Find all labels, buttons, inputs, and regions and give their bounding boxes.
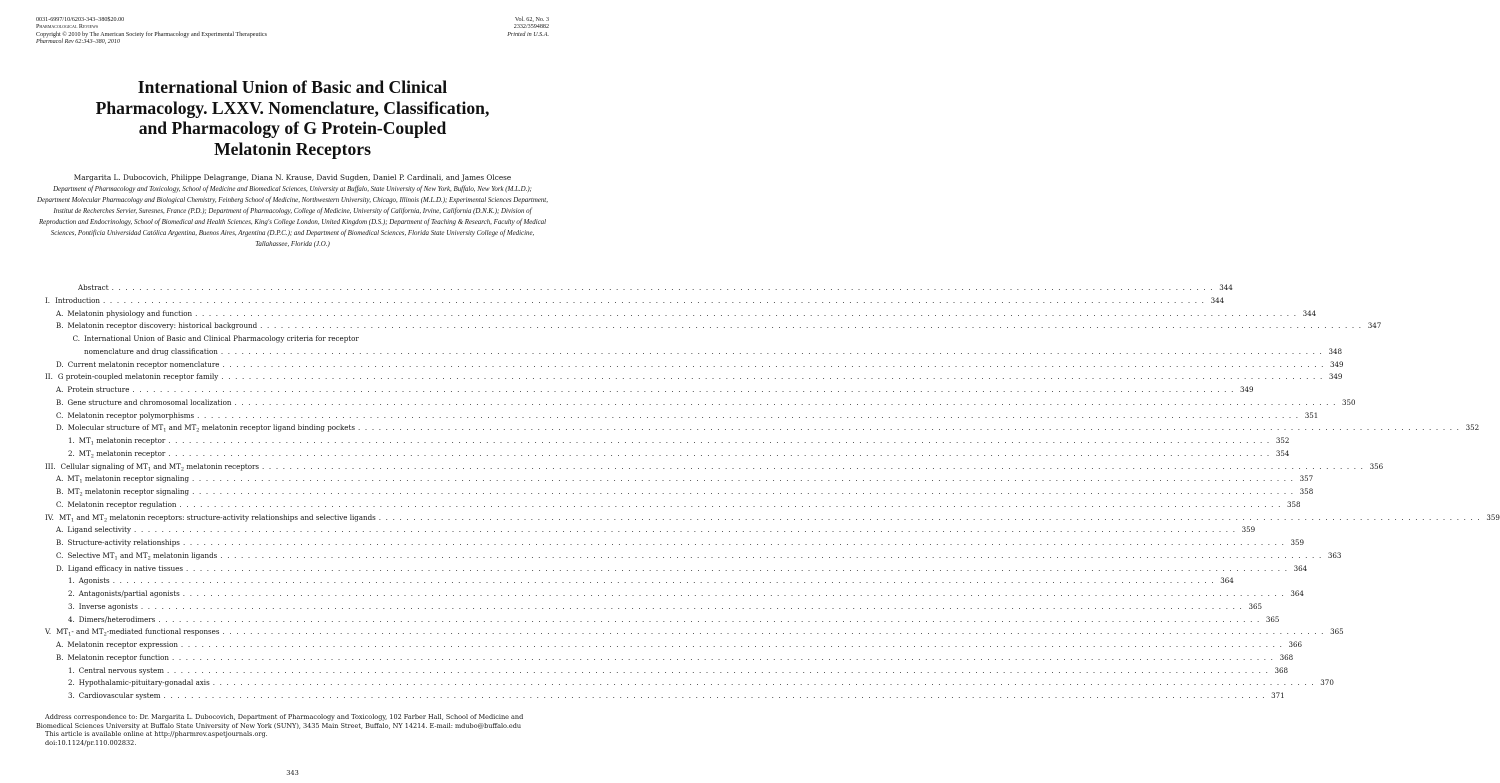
title-line: International Union of Basic and Clinical <box>137 77 448 97</box>
toc-leader-dots: . . . . . . . . . . . . . . . . . . . . . . . . . . . . . . . . . . . . . . . . . . . . . . . . . . . . . . . . . . . . . . . . . . . . . . . . . . . . . . . . . . . . . . . . . . . . . . . . . . . . . . . . . . . . . . . . . . . . . . . . . . . . . . . . . . . . . . . . . . . . . . . . . . . . . . . . . . . . . . . . <box>222 359 1325 369</box>
toc-entry-number: I. <box>45 295 51 305</box>
header-issn: 0031-6997/10/6203-343–380$20.00 <box>36 17 125 23</box>
toc-entry-label: G protein-coupled melatonin receptor family <box>57 372 219 382</box>
toc-entry-label: Cellular signaling of $MT_1$ and $MT_2$ melatonin receptors <box>60 461 260 472</box>
toc-entry-page: 358 <box>1299 487 1314 496</box>
toc-entry-page: 364 <box>1293 563 1308 573</box>
toc-entry <box>56 537 1305 549</box>
toc-leader-dots: . . . . . . . . . . . . . . . . . . . . . . . . . . . . . . . . . . . . . . . . . . . . . . . . . . . . . . . . . . . . . . . . . . . . . . . . . . . . . . . . . . . . . . . . . . . . . . . . . . . . . . . . . . . . . . . . . . . . . . . . . . . . . . . . . . . . . . . . . . . . . . . . . . . . . . . . . . . . . . . . <box>168 448 1271 458</box>
toc-entry-page: 349 <box>1328 372 1343 382</box>
toc-entry-number: 3. <box>68 601 75 611</box>
toc-leader-dots: . . . . . . . . . . . . . . . . . . . . . . . . . . . . . . . . . . . . . . . . . . . . . . . . . . . . . . . . . . . . . . . . . . . . . . . . . . . . . . . . . . . . . . . . . . . . . . . . . . . . . . . . . . . . . . . . . . . . . . . . . . . . . . . . . . . . . . . . . . . . . . . . . . . . . . . . . . . . . . . . <box>220 550 1323 560</box>
toc-entry-number: B. <box>56 538 64 547</box>
header-copyright: Copyright © 2010 by The American Society for Pharmacology and Experimental Therapeutics <box>36 31 267 38</box>
toc-leader-dots: . . . . . . . . . . . . . . . . . . . . . . . . . . . . . . . . . . . . . . . . . . . . . . . . . . . . . . . . . . . . . . . . . . . . . . . . . . . . . . . . . . . . . . . . . . . . . . . . . . . . . . . . . . . . . . . . . . . . . . . . . . . . . . . . . . . . . . . . . . . . . . . . . . . . . . . . . . . . . . . . <box>163 691 1266 700</box>
affiliations: Department of Pharmacology and Toxicology, School of Medicine and Biomedical Sciences, University at Buffalo, State University of New York, Buffalo, New York (M.L.D.); Department Molecular Pharmacology and Biological Chemistry, Feinberg School of Medicine, Northwestern University, Chicago, Illinois (M.L.D.); Experimental Sciences Department, Institut de Recherches Servier, Suresnes, France (P.D.); Department of Pharmacology, College of Medicine, University of California, Irvine, California (D.N.K.); Division of Reproduction and Endocrinology, School of Biomedical and Health Sciences, King's College London, United Kingdom (D.S.); Department of Teaching & Research, Faculty of Medical Sciences, Pontificia Universidad Católica Argentina, Buenos Aires, Argentina (D.P.C.); and Department of Biomedical Sciences, Florida State University College of Medicine, Tallahassee, Florida (J.O.) <box>37 186 548 248</box>
toc-entry-label: Abstract <box>78 283 109 292</box>
toc-entry <box>68 677 1334 689</box>
toc-entry <box>68 601 1262 613</box>
toc-entry-page: 365 <box>1265 614 1280 624</box>
toc-entry-label: Introduction <box>55 295 100 305</box>
toc-leader-dots: . . . . . . . . . . . . . . . . . . . . . . . . . . . . . . . . . . . . . . . . . . . . . . . . . . . . . . . . . . . . . . . . . . . . . . . . . . . . . . . . . . . . . . . . . . . . . . . . . . . . . . . . . . . . . . . . . . . . . . . . . . . . . . . . . . . . . . . . . . . . . . . . . . . . . . . . . . . . . . . . <box>134 525 1237 535</box>
toc-entry-label: Melatonin receptor expression <box>67 640 178 649</box>
toc-entry <box>56 639 1303 651</box>
toc-entry-label: Central nervous system <box>78 665 164 675</box>
toc-entry <box>56 333 549 345</box>
toc-entry-number: A. <box>56 525 64 535</box>
toc-leader-dots: . . . . . . . . . . . . . . . . . . . . . . . . . . . . . . . . . . . . . . . . . . . . . . . . . . . . . . . . . . . . . . . . . . . . . . . . . . . . . . . . . . . . . . . . . . . . . . . . . . . . . . . . . . . . . . . . . . . . . . . . . . . . . . . . . . . . . . . . . . . . . . . . . . . . . . . . . . . . . . . . <box>132 385 1235 394</box>
toc-entry-page: 368 <box>1279 652 1294 662</box>
article-title <box>40 77 545 159</box>
toc-leader-dots: . . . . . . . . . . . . . . . . . . . . . . . . . . . . . . . . . . . . . . . . . . . . . . . . . . . . . . . . . . . . . . . . . . . . . . . . . . . . . . . . . . . . . . . . . . . . . . . . . . . . . . . . . . . . . . . . . . . . . . . . . . . . . . . . . . . . . . . . . . . . . . . . . . . . . . . . . . . . . . . . <box>234 397 1337 407</box>
toc-entry-label: Ligand efficacy in native tissues <box>67 563 184 573</box>
toc-leader-dots: . . . . . . . . . . . . . . . . . . . . . . . . . . . . . . . . . . . . . . . . . . . . . . . . . . . . . . . . . . . . . . . . . . . . . . . . . . . . . . . . . . . . . . . . . . . . . . . . . . . . . . . . . . . . . . . . . . . . . . . . . . . . . . . . . . . . . . . . . . . . . . . . . . . . . . . . . . . . . . . . <box>358 423 1461 433</box>
toc-entry-page: 344 <box>1219 283 1233 292</box>
toc-entry-number: 2. <box>68 678 75 688</box>
toc-entry-page: 359 <box>1241 525 1256 535</box>
toc-entry <box>56 473 1314 485</box>
toc-entry-label: Melatonin physiology and function <box>67 308 193 318</box>
toc-entry-number: A. <box>56 308 64 318</box>
toc-entry <box>56 384 1254 396</box>
toc-entry-number: V. <box>45 627 52 637</box>
toc-entry <box>56 524 1256 536</box>
toc-leader-dots: . . . . . . . . . . . . . . . . . . . . . . . . . . . . . . . . . . . . . . . . . . . . . . . . . . . . . . . . . . . . . . . . . . . . . . . . . . . . . . . . . . . . . . . . . . . . . . . . . . . . . . . . . . . . . . . . . . . . . . . . . . . . . . . . . . . . . . . . . . . . . . . . . . . . . . . . . . . . . . . . <box>222 627 1325 637</box>
toc-leader-dots: . . . . . . . . . . . . . . . . . . . . . . . . . . . . . . . . . . . . . . . . . . . . . . . . . . . . . . . . . . . . . . . . . . . . . . . . . . . . . . . . . . . . . . . . . . . . . . . . . . . . . . . . . . . . . . . . . . . . . . . . . . . . . . . . . . . . . . . . . . . . . . . . . . . . . . . . . . . . . . . . <box>195 308 1298 318</box>
toc-entry-number: 1. <box>68 665 75 675</box>
toc-entry <box>56 359 1344 371</box>
toc-leader-dots: . . . . . . . . . . . . . . . . . . . . . . . . . . . . . . . . . . . . . . . . . . . . . . . . . . . . . . . . . . . . . . . . . . . . . . . . . . . . . . . . . . . . . . . . . . . . . . . . . . . . . . . . . . . . . . . . . . . . . . . . . . . . . . . . . . . . . . . . . . . . . . . . . . . . . . . . . . . . . . . . <box>220 346 1323 356</box>
toc-entry-number: D. <box>56 563 64 573</box>
toc-leader-dots: . . . . . . . . . . . . . . . . . . . . . . . . . . . . . . . . . . . . . . . . . . . . . . . . . . . . . . . . . . . . . . . . . . . . . . . . . . . . . . . . . . . . . . . . . . . . . . . . . . . . . . . . . . . . . . . . . . . . . . . . . . . . . . . . . . . . . . . . . . . . . . . . . . . . . . . . . . . . . . . . <box>111 283 1214 292</box>
toc-entry-label: Antagonists/partial agonists <box>78 589 180 598</box>
toc-leader-dots: . . . . . . . . . . . . . . . . . . . . . . . . . . . . . . . . . . . . . . . . . . . . . . . . . . . . . . . . . . . . . . . . . . . . . . . . . . . . . . . . . . . . . . . . . . . . . . . . . . . . . . . . . . . . . . . . . . . . . . . . . . . . . . . . . . . . . . . . . . . . . . . . . . . . . . . . . . . . . . . . <box>158 614 1261 624</box>
toc-entry-label: Current melatonin receptor nomenclature <box>67 359 220 369</box>
toc-entry-page: 356 <box>1369 461 1384 471</box>
toc-leader-dots: . . . . . . . . . . . . . . . . . . . . . . . . . . . . . . . . . . . . . . . . . . . . . . . . . . . . . . . . . . . . . . . . . . . . . . . . . . . . . . . . . . . . . . . . . . . . . . . . . . . . . . . . . . . . . . . . . . . . . . . . . . . . . . . . . . . . . . . . . . . . . . . . . . . . . . . . . . . . . . . . <box>212 678 1315 688</box>
toc-entry-label: Gene structure and chromosomal localization <box>67 397 232 407</box>
footnote-online: This article is available online at http://pharmrev.aspetjournals.org. <box>45 730 268 739</box>
toc-entry-label: Cardiovascular system <box>78 691 161 700</box>
toc-leader-dots: . . . . . . . . . . . . . . . . . . . . . . . . . . . . . . . . . . . . . . . . . . . . . . . . . . . . . . . . . . . . . . . . . . . . . . . . . . . . . . . . . . . . . . . . . . . . . . . . . . . . . . . . . . . . . . . . . . . . . . . . . . . . . . . . . . . . . . . . . . . . . . . . . . . . . . . . . . . . . . . . <box>112 576 1215 586</box>
toc-entry-number: D. <box>56 423 64 433</box>
toc-leader-dots: . . . . . . . . . . . . . . . . . . . . . . . . . . . . . . . . . . . . . . . . . . . . . . . . . . . . . . . . . . . . . . . . . . . . . . . . . . . . . . . . . . . . . . . . . . . . . . . . . . . . . . . . . . . . . . . . . . . . . . . . . . . . . . . . . . . . . . . . . . . . . . . . . . . . . . . . . . . . . . . . <box>140 601 1243 611</box>
toc-entry-label: Protein structure <box>67 385 130 394</box>
toc-entry-page: 365 <box>1330 627 1344 637</box>
toc-leader-dots: . . . . . . . . . . . . . . . . . . . . . . . . . . . . . . . . . . . . . . . . . . . . . . . . . . . . . . . . . . . . . . . . . . . . . . . . . . . . . . . . . . . . . . . . . . . . . . . . . . . . . . . . . . . . . . . . . . . . . . . . . . . . . . . . . . . . . . . . . . . . . . . . . . . . . . . . . . . . . . . . <box>166 665 1270 675</box>
toc-entry-page: 359 <box>1486 512 1500 522</box>
title-line: and Pharmacology of G Protein-Coupled <box>138 118 447 138</box>
toc-entry-label: Melatonin receptor function <box>67 652 169 662</box>
toc-entry-page: 365 <box>1248 601 1262 611</box>
toc-entry-page: 352 <box>1465 423 1480 433</box>
toc-entry-label: Melatonin receptor polymorphisms <box>67 410 195 420</box>
header-volume: Vol. 62, No. 3 <box>514 17 549 23</box>
toc-leader-dots: . . . . . . . . . . . . . . . . . . . . . . . . . . . . . . . . . . . . . . . . . . . . . . . . . . . . . . . . . . . . . . . . . . . . . . . . . . . . . . . . . . . . . . . . . . . . . . . . . . . . . . . . . . . . . . . . . . . . . . . . . . . . . . . . . . . . . . . . . . . . . . . . . . . . . . . . . . . . . . . . <box>179 499 1282 509</box>
toc-entry <box>68 588 1304 600</box>
toc-leader-dots: . . . . . . . . . . . . . . . . . . . . . . . . . . . . . . . . . . . . . . . . . . . . . . . . . . . . . . . . . . . . . . . . . . . . . . . . . . . . . . . . . . . . . . . . . . . . . . . . . . . . . . . . . . . . . . . . . . . . . . . . . . . . . . . . . . . . . . . . . . . . . . . . . . . . . . . . . . . . . . . . <box>192 487 1295 496</box>
toc-entry <box>68 614 1280 626</box>
toc-entry-number: C. <box>56 550 64 560</box>
journal-header-right <box>507 17 549 39</box>
toc-entry <box>68 448 1290 460</box>
toc-leader-dots: . . . . . . . . . . . . . . . . . . . . . . . . . . . . . . . . . . . . . . . . . . . . . . . . . . . . . . . . . . . . . . . . . . . . . . . . . . . . . . . . . . . . . . . . . . . . . . . . . . . . . . . . . . . . . . . . . . . . . . . . . . . . . . . . . . . . . . . . . . . . . . . . . . . . . . . . . . . . . . . . <box>186 563 1289 573</box>
toc-entry-number: C. <box>72 334 80 343</box>
toc-entry <box>56 410 1319 422</box>
toc-entry <box>56 320 1382 332</box>
toc-entry-number: III. <box>45 461 56 471</box>
toc-entry-label: Melatonin receptor regulation <box>67 499 177 509</box>
toc-entry-number: B. <box>56 321 64 331</box>
toc-entry-number: 3. <box>68 691 75 700</box>
toc-entry-label: $MT_1$ melatonin receptor signaling <box>67 474 190 485</box>
toc-entry-label: $MT_1-$ and $MT_2$-mediated functional responses <box>56 627 220 638</box>
toc-leader-dots: . . . . . . . . . . . . . . . . . . . . . . . . . . . . . . . . . . . . . . . . . . . . . . . . . . . . . . . . . . . . . . . . . . . . . . . . . . . . . . . . . . . . . . . . . . . . . . . . . . . . . . . . . . . . . . . . . . . . . . . . . . . . . . . . . . . . . . . . . . . . . . . . . . . . . . . . . . . . . . . . <box>378 512 1481 522</box>
toc-entry-label: Selective $MT_1$ and $MT_2$ melatonin ligands <box>67 550 218 562</box>
toc-leader-dots: . . . . . . . . . . . . . . . . . . . . . . . . . . . . . . . . . . . . . . . . . . . . . . . . . . . . . . . . . . . . . . . . . . . . . . . . . . . . . . . . . . . . . . . . . . . . . . . . . . . . . . . . . . . . . . . . . . . . . . . . . . . . . . . . . . . . . . . . . . . . . . . . . . . . . . . . . . . . . . . . <box>168 436 1271 445</box>
toc-entry-label: Ligand selectivity <box>67 525 132 535</box>
toc-entry <box>45 626 1344 638</box>
page-number: 343 <box>286 769 299 777</box>
toc-entry-label: $MT_2$ melatonin receptor signaling <box>67 487 190 498</box>
toc-entry-number: 2. <box>68 448 75 458</box>
toc-entry <box>68 435 1290 447</box>
header-id: 2332/3594882 <box>513 24 549 31</box>
toc-entry-number: 4. <box>68 614 75 624</box>
toc-entry <box>56 486 1314 498</box>
toc-entry <box>78 282 1233 294</box>
toc-entry-label: $MT_1$ and $MT_2$ melatonin receptors: structure-activity relationships and selective ligands <box>58 512 376 523</box>
toc-entry <box>45 512 1500 524</box>
title-line: Melatonin Receptors <box>214 138 371 159</box>
toc-entry-number: A. <box>56 640 64 649</box>
toc-entry-number: D. <box>56 359 64 369</box>
toc-entry-page: 344 <box>1302 308 1317 318</box>
toc-entry-label: $MT_2$ melatonin receptor <box>78 448 166 460</box>
toc-entry-label: $MT_1$ melatonin receptor <box>78 436 166 447</box>
toc-entry-label: Inverse agonists <box>78 601 138 611</box>
toc-entry-page: 359 <box>1290 538 1305 547</box>
toc-entry-page: 351 <box>1304 410 1319 420</box>
toc-entry-label: Agonists <box>78 576 110 586</box>
toc-entry <box>68 690 1285 702</box>
toc-entry-number: 1. <box>68 576 75 586</box>
toc-entry-page: 370 <box>1320 678 1334 688</box>
journal-header-left <box>36 17 267 46</box>
correspondence-footnote <box>36 713 549 747</box>
toc-entry-page: 364 <box>1290 589 1304 598</box>
toc-entry-number: B. <box>56 397 64 407</box>
toc-leader-dots: . . . . . . . . . . . . . . . . . . . . . . . . . . . . . . . . . . . . . . . . . . . . . . . . . . . . . . . . . . . . . . . . . . . . . . . . . . . . . . . . . . . . . . . . . . . . . . . . . . . . . . . . . . . . . . . . . . . . . . . . . . . . . . . . . . . . . . . . . . . . . . . . . . . . . . . . . . . . . . . . <box>192 474 1295 484</box>
toc-entry-number: C. <box>56 499 64 509</box>
toc-entry-page: 364 <box>1220 576 1234 586</box>
toc-entry <box>56 308 1317 320</box>
toc-leader-dots: . . . . . . . . . . . . . . . . . . . . . . . . . . . . . . . . . . . . . . . . . . . . . . . . . . . . . . . . . . . . . . . . . . . . . . . . . . . . . . . . . . . . . . . . . . . . . . . . . . . . . . . . . . . . . . . . . . . . . . . . . . . . . . . . . . . . . . . . . . . . . . . . . . . . . . . . . . . . . . . . <box>182 589 1285 598</box>
toc-entry-label: Structure-activity relationships <box>67 538 180 547</box>
toc-entry <box>56 422 1480 434</box>
toc-entry-page: 368 <box>1274 665 1289 675</box>
author-list: Margarita L. Dubocovich, Philippe Delagrange, Diana N. Krause, David Sugden, Daniel P. Cardinali, and James Olcese <box>73 173 512 182</box>
toc-leader-dots: . . . . . . . . . . . . . . . . . . . . . . . . . . . . . . . . . . . . . . . . . . . . . . . . . . . . . . . . . . . . . . . . . . . . . . . . . . . . . . . . . . . . . . . . . . . . . . . . . . . . . . . . . . . . . . . . . . . . . . . . . . . . . . . . . . . . . . . . . . . . . . . . . . . . . . . . . . . . . . . . <box>182 538 1286 547</box>
header-journal-name: Pharmacological Reviews <box>36 24 99 31</box>
footnote-address: Address correspondence to: Dr. Margarita L. Dubocovich, Department of Pharmacology and Toxicology, 102 Farber Hall, School of Medicine and Biomedical Sciences University at Buffalo State University of New York (SUNY), 3435 Main Street, Buffalo, NY 14214. E-mail: mdubo@buffalo.edu <box>36 713 524 730</box>
toc-entry-number: A. <box>56 385 64 394</box>
toc-entry <box>68 665 1289 677</box>
toc-entry-number: 1. <box>68 436 75 445</box>
toc-entry-label: Hypothalamic-pituitary-gonadal axis <box>78 678 210 688</box>
toc-entry <box>56 499 1301 511</box>
toc-entry-page: 357 <box>1299 474 1314 484</box>
toc-entry-page: 352 <box>1275 436 1290 445</box>
toc-leader-dots: . . . . . . . . . . . . . . . . . . . . . . . . . . . . . . . . . . . . . . . . . . . . . . . . . . . . . . . . . . . . . . . . . . . . . . . . . . . . . . . . . . . . . . . . . . . . . . . . . . . . . . . . . . . . . . . . . . . . . . . . . . . . . . . . . . . . . . . . . . . . . . . . . . . . . . . . . . . . . . . . <box>197 410 1300 420</box>
toc-entry-page: 366 <box>1288 640 1303 649</box>
toc-entry-label: International Union of Basic and Clinical Pharmacology criteria for receptor <box>84 334 359 343</box>
toc-entry-page: 349 <box>1239 385 1254 394</box>
toc-entry-number: A. <box>56 474 64 484</box>
toc-entry-page: 344 <box>1210 295 1225 305</box>
toc-leader-dots: . . . . . . . . . . . . . . . . . . . . . . . . . . . . . . . . . . . . . . . . . . . . . . . . . . . . . . . . . . . . . . . . . . . . . . . . . . . . . . . . . . . . . . . . . . . . . . . . . . . . . . . . . . . . . . . . . . . . . . . . . . . . . . . . . . . . . . . . . . . . . . . . . . . . . . . . . . . . . . . . <box>260 321 1363 331</box>
toc-entry-number: B. <box>56 652 64 662</box>
header-printed: Printed in U.S.A. <box>507 31 549 38</box>
toc-entry-page: 358 <box>1286 499 1301 509</box>
toc-entry <box>45 371 1343 383</box>
toc-entry <box>84 346 1342 358</box>
toc-entry-label: Molecular structure of $MT_1$ and $MT_2$ melatonin receptor ligand binding pockets <box>67 423 355 434</box>
toc-entry-number: B. <box>56 487 64 496</box>
title-line: Pharmacology. LXXV. Nomenclature, Classification, <box>95 97 490 118</box>
toc-leader-dots: . . . . . . . . . . . . . . . . . . . . . . . . . . . . . . . . . . . . . . . . . . . . . . . . . . . . . . . . . . . . . . . . . . . . . . . . . . . . . . . . . . . . . . . . . . . . . . . . . . . . . . . . . . . . . . . . . . . . . . . . . . . . . . . . . . . . . . . . . . . . . . . . . . . . . . . . . . . . . . . . <box>262 461 1365 471</box>
header-citation: Pharmacol Rev 62:343–380, 2010 <box>36 38 120 45</box>
toc-entry-page: 350 <box>1342 397 1356 407</box>
toc-entry-number: IV. <box>45 512 54 522</box>
toc-entry <box>56 397 1356 409</box>
toc-entry <box>56 550 1342 562</box>
toc-entry-label: nomenclature and drug classification <box>84 346 218 356</box>
toc-leader-dots: . . . . . . . . . . . . . . . . . . . . . . . . . . . . . . . . . . . . . . . . . . . . . . . . . . . . . . . . . . . . . . . . . . . . . . . . . . . . . . . . . . . . . . . . . . . . . . . . . . . . . . . . . . . . . . . . . . . . . . . . . . . . . . . . . . . . . . . . . . . . . . . . . . . . . . . . . . . . . . . . <box>180 640 1284 649</box>
toc-leader-dots: . . . . . . . . . . . . . . . . . . . . . . . . . . . . . . . . . . . . . . . . . . . . . . . . . . . . . . . . . . . . . . . . . . . . . . . . . . . . . . . . . . . . . . . . . . . . . . . . . . . . . . . . . . . . . . . . . . . . . . . . . . . . . . . . . . . . . . . . . . . . . . . . . . . . . . . . . . . . . . . . <box>221 372 1324 382</box>
toc-entry-page: 371 <box>1271 691 1285 700</box>
toc-leader-dots: . . . . . . . . . . . . . . . . . . . . . . . . . . . . . . . . . . . . . . . . . . . . . . . . . . . . . . . . . . . . . . . . . . . . . . . . . . . . . . . . . . . . . . . . . . . . . . . . . . . . . . . . . . . . . . . . . . . . . . . . . . . . . . . . . . . . . . . . . . . . . . . . . . . . . . . . . . . . . . . . <box>171 652 1275 662</box>
toc-entry-number: C. <box>56 410 64 420</box>
footnote-doi: doi:10.1124/pr.110.002832. <box>45 738 137 747</box>
toc-entry <box>56 563 1308 575</box>
toc-leader-dots: . . . . . . . . . . . . . . . . . . . . . . . . . . . . . . . . . . . . . . . . . . . . . . . . . . . . . . . . . . . . . . . . . . . . . . . . . . . . . . . . . . . . . . . . . . . . . . . . . . . . . . . . . . . . . . . . . . . . . . . . . . . . . . . . . . . . . . . . . . . . . . . . . . . . . . . . . . . . . . . . <box>103 295 1206 305</box>
toc-entry <box>68 575 1234 587</box>
toc-entry-page: 354 <box>1275 448 1290 458</box>
toc-entry-number: II. <box>45 372 53 382</box>
toc-entry-page: 363 <box>1327 550 1342 560</box>
toc-entry-page: 349 <box>1330 359 1344 369</box>
toc-entry <box>45 461 1384 473</box>
toc-entry-number: 2. <box>68 589 75 598</box>
toc-entry-label: Melatonin receptor discovery: historical background <box>67 321 258 331</box>
toc-entry <box>45 295 1225 307</box>
toc-entry <box>56 652 1294 664</box>
toc-entry-page: 347 <box>1367 321 1382 331</box>
toc-entry-page: 348 <box>1328 346 1342 356</box>
toc-entry-label: Dimers/heterodimers <box>78 614 156 624</box>
